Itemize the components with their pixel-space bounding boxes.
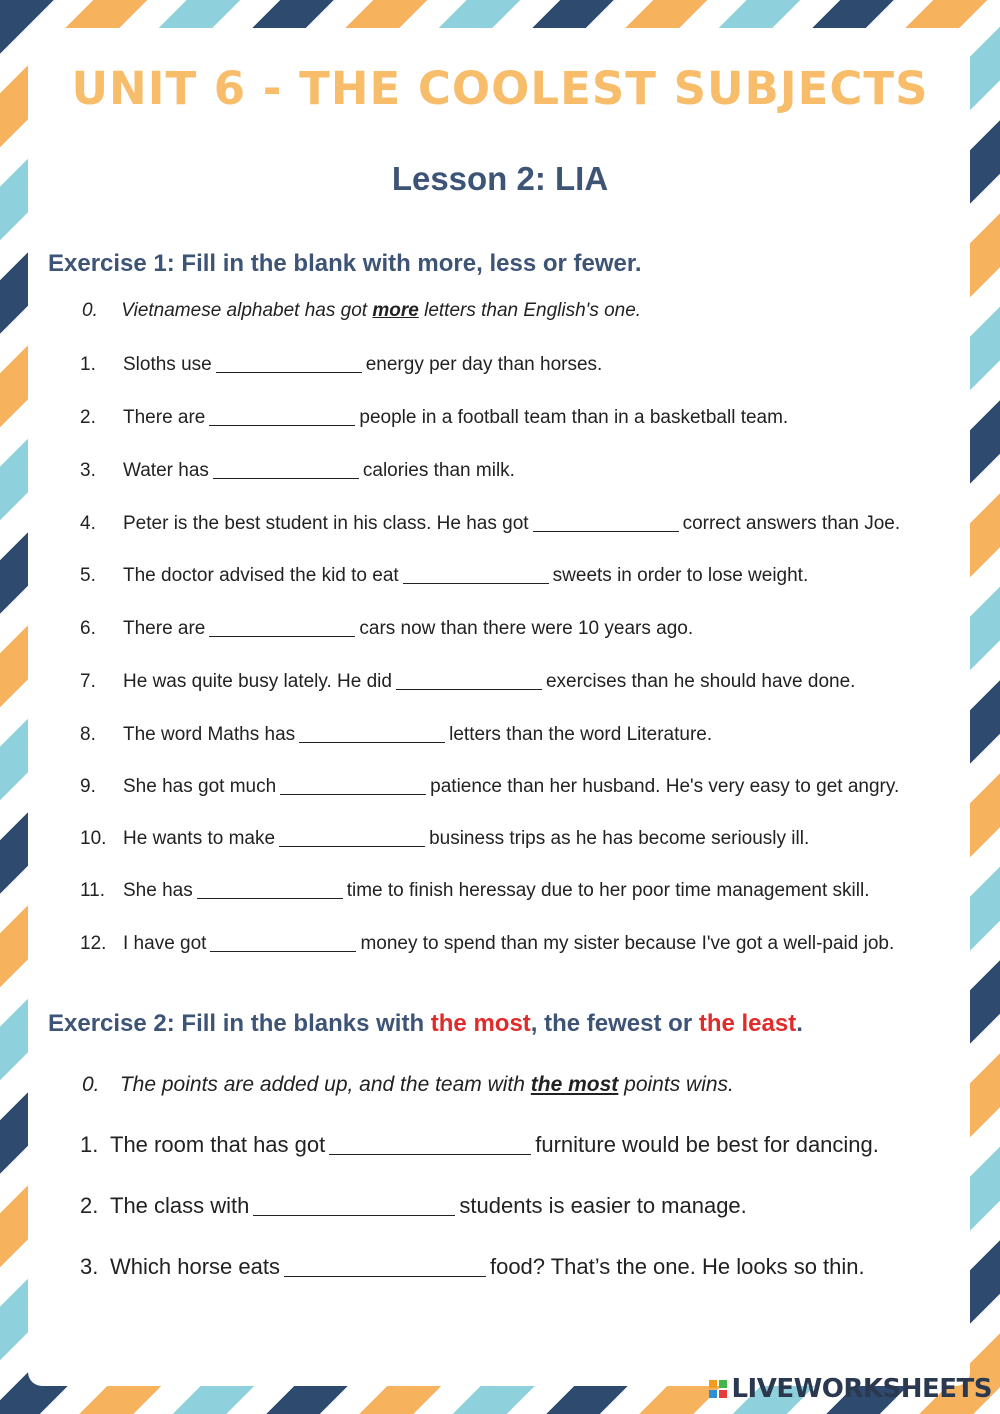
question-number: 4. — [80, 513, 96, 534]
logo-square — [709, 1380, 717, 1388]
question-text-after: letters than the word Literature. — [449, 724, 713, 745]
question-text-after: people in a football team than in a basketball team. — [359, 407, 789, 428]
question-text-before: The word Maths has — [123, 724, 296, 745]
question-text-before: He was quite busy lately. He did — [123, 671, 392, 692]
answer-blank[interactable] — [210, 932, 356, 952]
answer-blank[interactable] — [284, 1254, 486, 1277]
question-text-after: sweets in order to lose weight. — [552, 565, 809, 586]
exercise-1-example — [82, 300, 641, 322]
question-number: 8. — [80, 724, 96, 745]
liveworksheets-logo-icon — [709, 1380, 727, 1398]
exercise-1-heading: Exercise 1: Fill in the blank with more, less or fewer. — [48, 250, 642, 277]
question-row — [80, 879, 870, 902]
question-text-after: food? That’s the one. He looks so thin. — [489, 1254, 865, 1279]
logo-square — [709, 1390, 717, 1398]
question-row — [80, 564, 808, 587]
worksheet-page — [28, 28, 970, 1386]
unit-title: UNIT 6 - THE COOLEST SUBJECTS — [71, 62, 929, 115]
question-text-before: I have got — [123, 933, 207, 954]
answer-blank[interactable] — [209, 406, 355, 426]
example-text-after: points wins. — [624, 1073, 734, 1096]
exercise-2-heading-option-most: the most — [430, 1010, 531, 1037]
answer-blank[interactable] — [216, 353, 362, 373]
question-text-after: business trips as he has become seriously ill. — [429, 828, 810, 849]
liveworksheets-logo[interactable] — [709, 1374, 992, 1404]
question-number: 2. — [80, 407, 96, 428]
question-number: 12. — [80, 933, 107, 954]
exercise-2-heading-option-least: the least — [698, 1010, 797, 1037]
question-row — [80, 406, 788, 429]
question-number: 3. — [80, 1254, 99, 1279]
answer-blank[interactable] — [329, 1132, 531, 1155]
answer-blank[interactable] — [280, 775, 426, 795]
exercise-2-heading — [48, 1010, 803, 1038]
question-row — [80, 670, 855, 693]
question-row — [80, 617, 693, 640]
question-number: 9. — [80, 776, 96, 797]
question-text-before: The doctor advised the kid to eat — [123, 565, 399, 586]
question-text-before: There are — [123, 407, 206, 428]
question-number: 11. — [80, 880, 106, 901]
question-row — [80, 512, 900, 535]
answer-blank[interactable] — [279, 827, 425, 847]
answer-blank[interactable] — [213, 459, 359, 479]
question-text-after: energy per day than horses. — [365, 354, 603, 375]
question-text-after: students is easier to manage. — [459, 1193, 747, 1218]
answer-blank[interactable] — [396, 670, 542, 690]
question-number: 10. — [80, 828, 107, 849]
question-text-after: money to spend than my sister because I've got a well-paid job. — [360, 933, 895, 954]
example-text-before: The points are added up, and the team with — [119, 1073, 525, 1096]
question-row — [80, 1132, 879, 1158]
logo-square — [719, 1390, 727, 1398]
question-text-before: Sloths use — [123, 354, 212, 375]
liveworksheets-logo-text: LIVEWORKSHEETS — [731, 1374, 992, 1404]
question-text-after: furniture would be best for dancing. — [535, 1132, 879, 1157]
exercise-2-heading-part3: . — [796, 1010, 803, 1037]
question-text-after: exercises than he should have done. — [545, 671, 856, 692]
exercise-2-heading-part2: , the fewest or — [530, 1010, 699, 1037]
question-text-after: correct answers than Joe. — [682, 513, 901, 534]
question-text-before: Peter is the best student in his class. He has got — [123, 513, 529, 534]
answer-blank[interactable] — [533, 512, 679, 532]
question-text-before: There are — [123, 618, 206, 639]
question-text-before: The room that has got — [110, 1132, 326, 1157]
question-number: 3. — [80, 460, 96, 481]
question-number: 2. — [80, 1193, 99, 1218]
example-number: 0. — [82, 1073, 100, 1096]
question-row — [80, 775, 899, 798]
question-text-before: She has — [123, 880, 193, 901]
answer-blank[interactable] — [209, 617, 355, 637]
answer-blank[interactable] — [403, 564, 549, 584]
question-text-after: cars now than there were 10 years ago. — [359, 618, 694, 639]
answer-blank[interactable] — [253, 1193, 455, 1216]
question-text-before: He wants to make — [123, 828, 276, 849]
question-number: 7. — [80, 671, 96, 692]
answer-blank[interactable] — [197, 879, 343, 899]
question-text-before: Water has — [123, 460, 209, 481]
question-number: 5. — [80, 565, 96, 586]
example-text-after: letters than English's one. — [424, 300, 642, 321]
question-row — [80, 827, 809, 850]
exercise-2-example — [82, 1073, 734, 1097]
logo-square — [719, 1380, 727, 1388]
question-row — [80, 459, 515, 482]
example-answer: more — [372, 300, 419, 321]
question-text-before: Which horse eats — [110, 1254, 280, 1279]
question-row — [80, 1254, 865, 1280]
question-text-after: patience than her husband. He's very easy to get angry. — [430, 776, 900, 797]
question-number: 1. — [80, 1132, 99, 1157]
question-number: 6. — [80, 618, 96, 639]
example-number: 0. — [82, 300, 98, 321]
question-number: 1. — [80, 354, 96, 375]
exercise-2-heading-part1: Exercise 2: Fill in the blanks with — [48, 1010, 431, 1037]
answer-blank[interactable] — [299, 723, 445, 743]
question-row — [80, 353, 602, 376]
example-answer: the most — [530, 1073, 619, 1096]
question-text-before: She has got much — [123, 776, 277, 797]
lesson-title: Lesson 2: LIA — [391, 160, 609, 197]
question-row — [80, 723, 712, 746]
question-text-after: calories than milk. — [362, 460, 515, 481]
question-row — [80, 932, 894, 955]
question-row — [80, 1193, 747, 1219]
question-text-after: time to finish heressay due to her poor time management skill. — [346, 880, 870, 901]
question-text-before: The class with — [110, 1193, 250, 1218]
example-text-before: Vietnamese alphabet has got — [121, 300, 368, 321]
